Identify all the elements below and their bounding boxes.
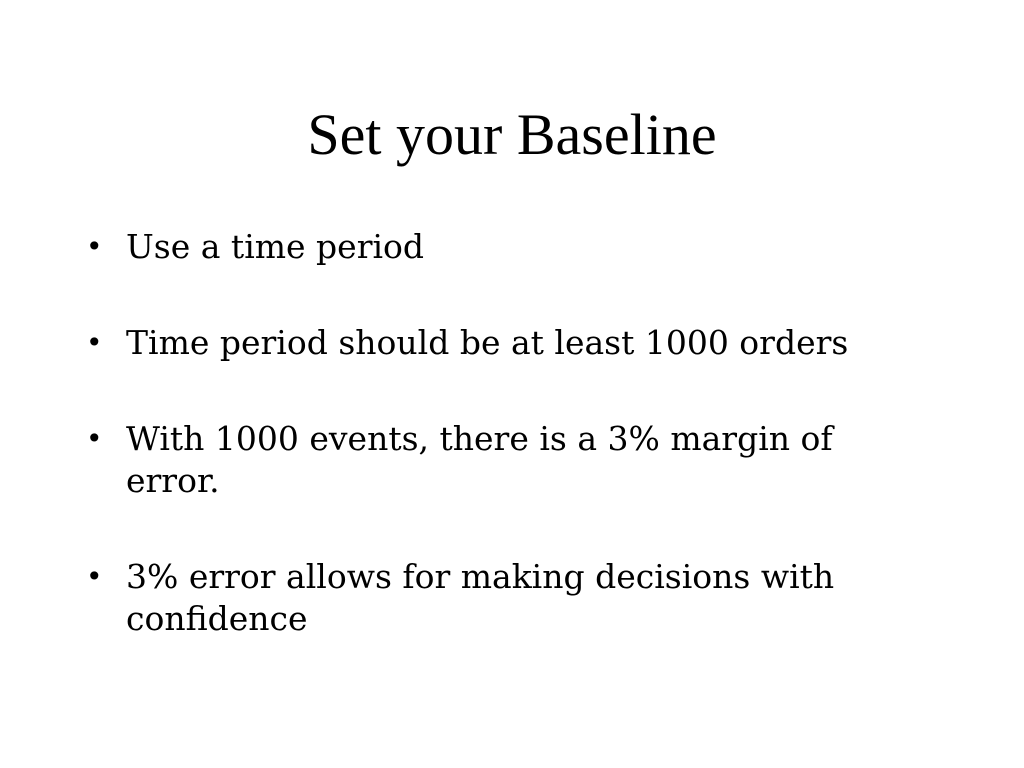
list-item (82, 556, 902, 640)
bullet-text: 3% error allows for making decisions with confidence (126, 557, 835, 638)
bullet-icon: • (86, 326, 103, 359)
bullet-text: With 1000 events, there is a 3% margin of error. (126, 419, 833, 500)
list-item (82, 226, 902, 268)
bullet-icon: • (86, 560, 103, 593)
bullet-text: Time period should be at least 1000 orders (126, 323, 849, 362)
bullet-list (82, 226, 902, 694)
bullet-icon: • (86, 422, 103, 455)
bullet-text: Use a time period (126, 227, 425, 266)
slide-title: Set your Baseline (307, 102, 717, 167)
list-item (82, 418, 902, 502)
bullet-icon: • (86, 230, 103, 263)
list-item (82, 322, 902, 364)
